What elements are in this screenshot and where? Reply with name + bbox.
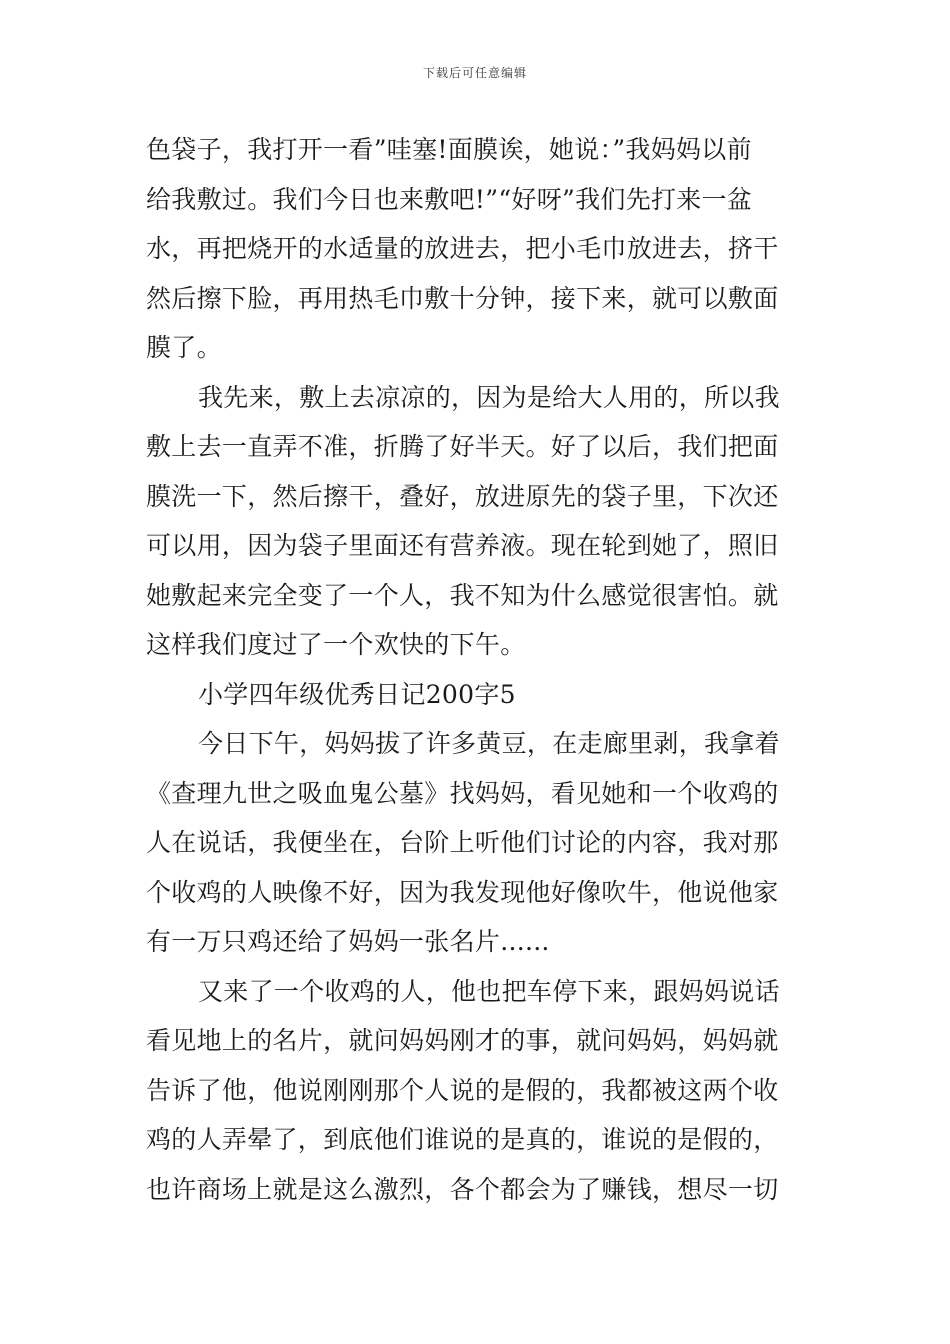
- text-line: 她敷起来完全变了一个人，我不知为什么感觉很害怕。就: [146, 580, 779, 610]
- text-line: 又来了一个收鸡的人，他也把车停下来，跟妈妈说话: [198, 976, 780, 1006]
- text-line: 我先来，敷上去凉凉的，因为是给大人用的，所以我: [198, 382, 780, 412]
- text-line: 可以用，因为袋子里面还有营养液。现在轮到她了，照旧: [146, 531, 779, 560]
- text-line: 告诉了他，他说刚刚那个人说的是假的，我都被这两个收: [146, 1075, 779, 1105]
- text-line: 膜了。: [146, 333, 222, 362]
- text-line: 这样我们度过了一个欢快的下午。: [146, 630, 526, 659]
- text-line: 看见地上的名片，就问妈妈刚才的事，就问妈妈，妈妈就: [146, 1026, 779, 1055]
- text-line: 水，再把烧开的水适量的放进去，把小毛巾放进去，挤干: [146, 234, 779, 263]
- text-line: 鸡的人弄晕了，到底他们谁说的是真的，谁说的是假的，: [146, 1125, 779, 1154]
- text-line: 也许商场上就是这么激烈，各个都会为了赚钱，想尽一切: [146, 1174, 779, 1204]
- page-header: 下载后可任意编辑: [422, 66, 527, 80]
- text-line: 《查理九世之吸血鬼公墓》找妈妈，看见她和一个收鸡的: [146, 778, 779, 808]
- document-body: [146, 125, 806, 1214]
- text-line: 今日下午，妈妈拔了许多黄豆，在走廊里剥，我拿着: [198, 729, 780, 758]
- text-line: 敷上去一直弄不准，折腾了好半天。好了以后，我们把面: [146, 432, 779, 461]
- text-line: 人在说话，我便坐在，台阶上听他们讨论的内容，我对那: [146, 828, 779, 857]
- text-line: 个收鸡的人映像不好，因为我发现他好像吹牛，他说他家: [146, 877, 779, 907]
- section-heading: 小学四年级优秀日记200字5: [198, 679, 516, 709]
- text-line: 色袋子，我打开一看”哇塞!面膜诶，她说：”我妈妈以前: [146, 135, 752, 164]
- text-line: 有一万只鸡还给了妈妈一张名片......: [146, 927, 550, 956]
- text-line: 然后擦下脸，再用热毛巾敷十分钟，接下来，就可以敷面: [146, 283, 779, 313]
- text-line: 给我敷过。我们今日也来敷吧!”“好呀”我们先打来一盆: [146, 184, 753, 214]
- text-line: 膜洗一下，然后擦干，叠好，放进原先的袋子里，下次还: [146, 481, 779, 511]
